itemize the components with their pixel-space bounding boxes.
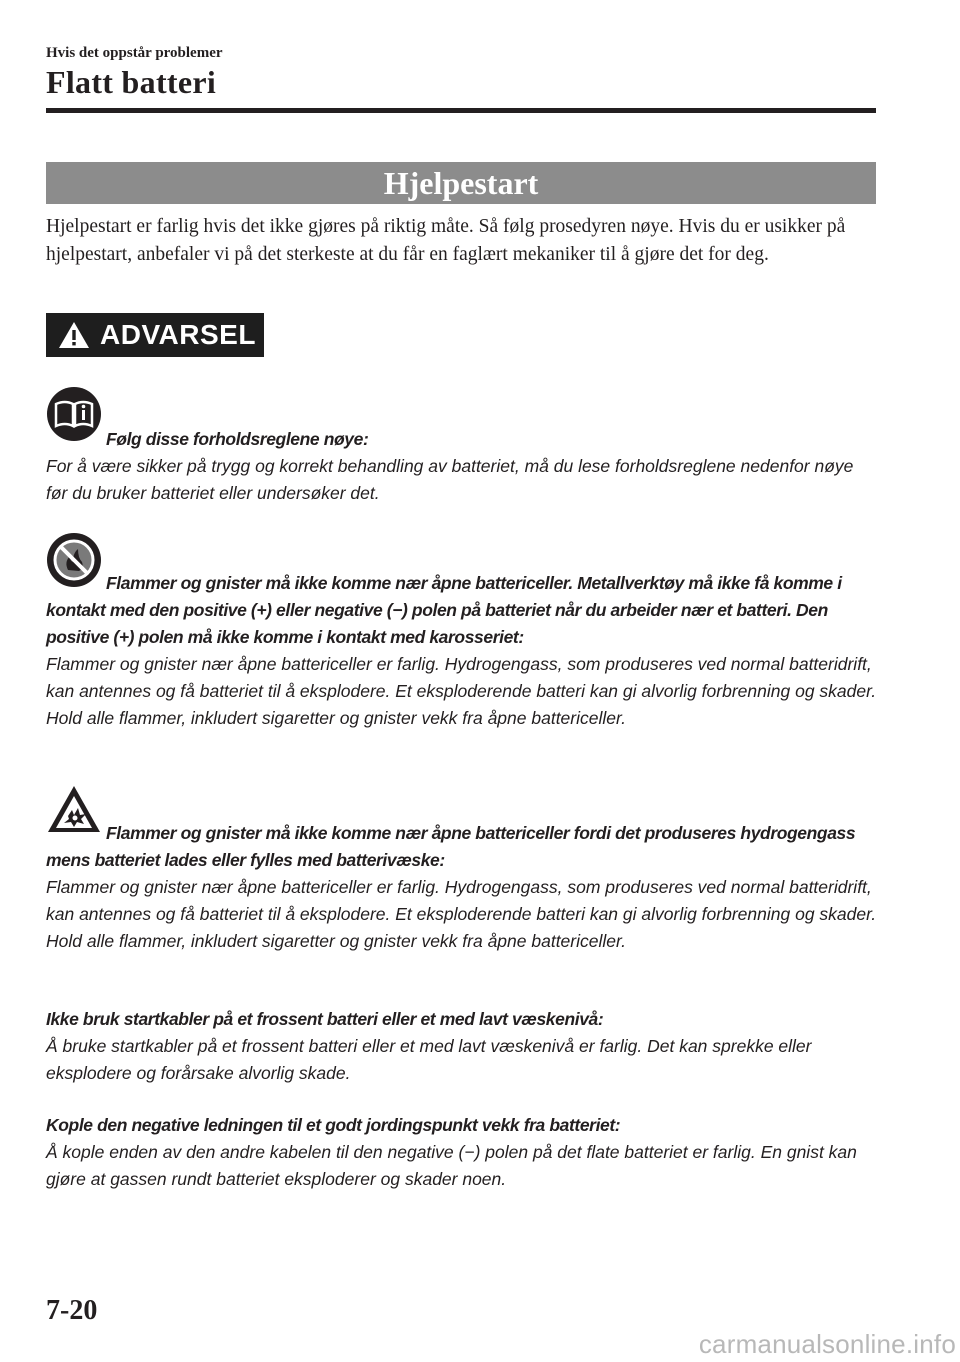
block-body: Flammer og gnister nær åpne battericeller er farlig. Hydrogengass, som produseres ved normal batteridrift, kan antennes og få batteriet til å eksplodere. Et eksploderende batteri kan gi alvorlig forbrenning og skader. Hold alle flammer, inkludert sigaretter og gnister vekk fra åpne battericeller. xyxy=(46,654,877,728)
block-body: Å bruke startkabler på et frossent batteri eller et med lavt væskenivå er farlig. Det kan sprekke eller eksplodere og forårsake alvorlig skade. xyxy=(46,1036,812,1083)
section-title: Hjelpestart xyxy=(383,164,539,201)
warning-triangle-icon xyxy=(58,321,90,349)
block-heading: Kople den negative ledningen til et godt jordingspunkt vekk fra batteriet: xyxy=(46,1115,621,1135)
block-body: Flammer og gnister nær åpne battericeller er farlig. Hydrogengass, som produseres ved normal batteridrift, kan antennes og få batteriet til å eksplodere. Et eksploderende batteri kan gi alvorlig forbrenning og skader. Hold alle flammer, inkludert sigaretter og gnister vekk fra åpne battericeller. xyxy=(46,877,877,951)
precaution-block xyxy=(46,426,878,507)
chapter-title: Flatt batteri xyxy=(46,64,217,100)
section-header-bar xyxy=(46,162,876,204)
block-heading: Flammer og gnister må ikke komme nær åpne battericeller. Metallverktøy må ikke få komme i kontakt med den positive (+) eller negative (−) polen på batteriet når du arbeider nær et batteri. Den positive (+) polen må ikke komme i kontakt med karosseriet: xyxy=(46,573,842,647)
warning-label: ADVARSEL xyxy=(100,319,256,350)
block-heading: Ikke bruk startkabler på et frossent batteri eller et med lavt væskenivå: xyxy=(46,1009,604,1029)
intro-paragraph: Hjelpestart er farlig hvis det ikke gjøres på riktig måte. Så følg prosedyren nøye. Hvis du er usikker på hjelpestart, anbefaler vi på det sterkeste at du får en faglært mekaniker til å gjøre det for deg. xyxy=(46,216,846,265)
block-body: For å være sikker på trygg og korrekt behandling av batteriet, må du lese forholdsreglene nedenfor nøye før du bruker batteriet eller undersøker det. xyxy=(46,456,854,503)
breadcrumb: Hvis det oppstår problemer xyxy=(46,45,223,61)
watermark: carmanualsonline.info xyxy=(698,1329,956,1359)
header-rule xyxy=(46,108,876,113)
flames-sparks-block xyxy=(46,570,878,732)
grounding-block xyxy=(46,1112,878,1193)
block-heading: Flammer og gnister må ikke komme nær åpne battericeller fordi det produseres hydrogengass mens batteriet lades eller fylles med batterivæske: xyxy=(46,823,856,870)
warning-banner xyxy=(46,313,264,357)
frozen-battery-block xyxy=(46,1006,878,1087)
page-number: 7-20 xyxy=(46,1295,98,1326)
block-heading: Følg disse forholdsreglene nøye: xyxy=(106,429,369,449)
block-body: Å kople enden av den andre kabelen til den negative (−) polen på det flate batteriet er farlig. En gnist kan gjøre at gassen rundt batteriet eksploderer og skader noen. xyxy=(46,1142,857,1189)
hydrogen-gas-block xyxy=(46,820,878,955)
